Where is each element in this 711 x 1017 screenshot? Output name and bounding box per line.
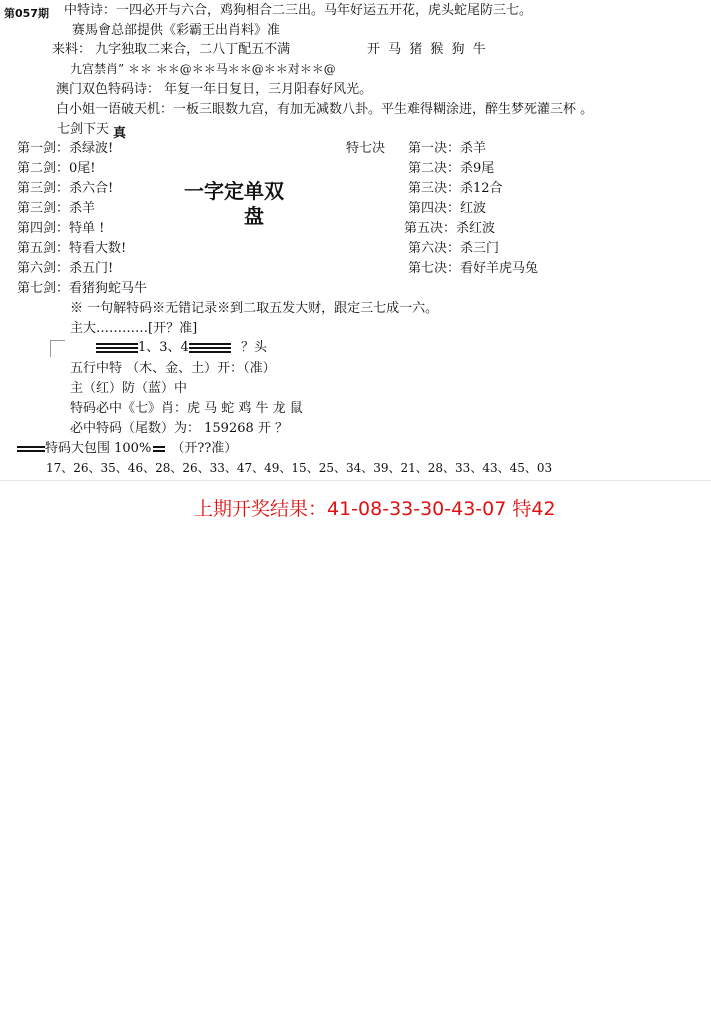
sword-item: 第五剑：特看大数! (17, 241, 127, 256)
last-result: 上期开奖结果：41-08-33-30-43-07 特42 (194, 498, 556, 520)
center-title-line2: 盘 (244, 204, 264, 228)
sword-item: 第六剑：杀五门! (17, 261, 114, 276)
secret-item: 第三决：杀12合 (408, 181, 503, 196)
provider-line: 赛馬會总部提供《彩霸王出肖料》准 (72, 23, 281, 38)
white-lady-line: 白小姐一语破天机：一板三眼数九宫，有加无减数八卦。平生难得糊涂进，醉生梦死灌三杯 。 (56, 102, 594, 117)
divider (0, 480, 711, 481)
numbers-line: 17、26、35、46、28、26、33、47、49、15、25、34、39、21、28、33、43、45、03 (46, 461, 553, 475)
material-line: 来料： 九字独取二来合，二八丁配五不满 (52, 42, 291, 57)
bar-icon (17, 444, 45, 454)
forbidden-line: 九宫禁肖” ＊＊ ＊＊@＊＊马＊＊@＊＊对＊＊@ (70, 62, 336, 76)
seven-swords-title-extra: 真 (113, 126, 127, 141)
sword-item: 第一剑：杀绿波! (17, 141, 114, 156)
macau-poem-line: 澳门双色特码诗： 年复一年日复日，三月阳春好风光。 (56, 82, 373, 97)
secret-item: 第二决：杀9尾 (408, 161, 495, 176)
material-zodiacs: 开 马 猪 猴 狗 牛 (367, 42, 486, 57)
bar-icon (96, 341, 138, 355)
one-phrase-line: ※ 一句解特码※无错记录※到二取五发大财，跟定三七成一六。 (70, 301, 439, 316)
seven-secrets-title: 特七决 (346, 141, 386, 156)
bracket-mark (50, 340, 65, 357)
must-zodiac-line: 特码必中《七》肖：虎 马 蛇 鸡 牛 龙 鼠 (70, 401, 303, 416)
issue-number: 第057期 (4, 7, 49, 20)
sword-item: 第三剑：杀六合! (17, 181, 114, 196)
secret-item: 第六决：杀三门 (408, 241, 500, 256)
main-line: 主大…………[开？准] (70, 321, 198, 336)
seven-swords-title: 七剑下天 (57, 122, 110, 137)
bar-icon (153, 444, 165, 454)
five-elements-line: 五行中特 （木、金、土）开：（准） (70, 361, 276, 376)
sword-item: 第四剑：特单 ! (17, 221, 105, 236)
sword-item: 第二剑：0尾! (17, 161, 96, 176)
must-tail-line: 必中特码（尾数）为： 159268 开 ？ (70, 421, 289, 436)
sword-item: 第七剑：看猪狗蛇马牛 (17, 281, 148, 296)
center-title-line1: 一字定单双 (184, 179, 284, 203)
secret-item: 第四决：红波 (408, 201, 487, 216)
secret-item: 第七决：看好羊虎马兔 (408, 261, 539, 276)
secret-item: 第一决：杀羊 (408, 141, 487, 156)
color-line: 主（红）防（蓝）中 (70, 381, 188, 396)
poem-line: 中特诗：一四必开与六合，鸡狗相合二三出。马年好运五开花，虎头蛇尾防三七。 (64, 3, 533, 18)
big-package-line: 特码大包围 100% （开??准） (17, 440, 237, 457)
bar-icon (189, 341, 231, 355)
secret-item: 第五决：杀红波 (404, 221, 496, 236)
sword-item: 第三剑：杀羊 (17, 201, 96, 216)
head-line: 1、3、4 ？头 (96, 339, 267, 356)
